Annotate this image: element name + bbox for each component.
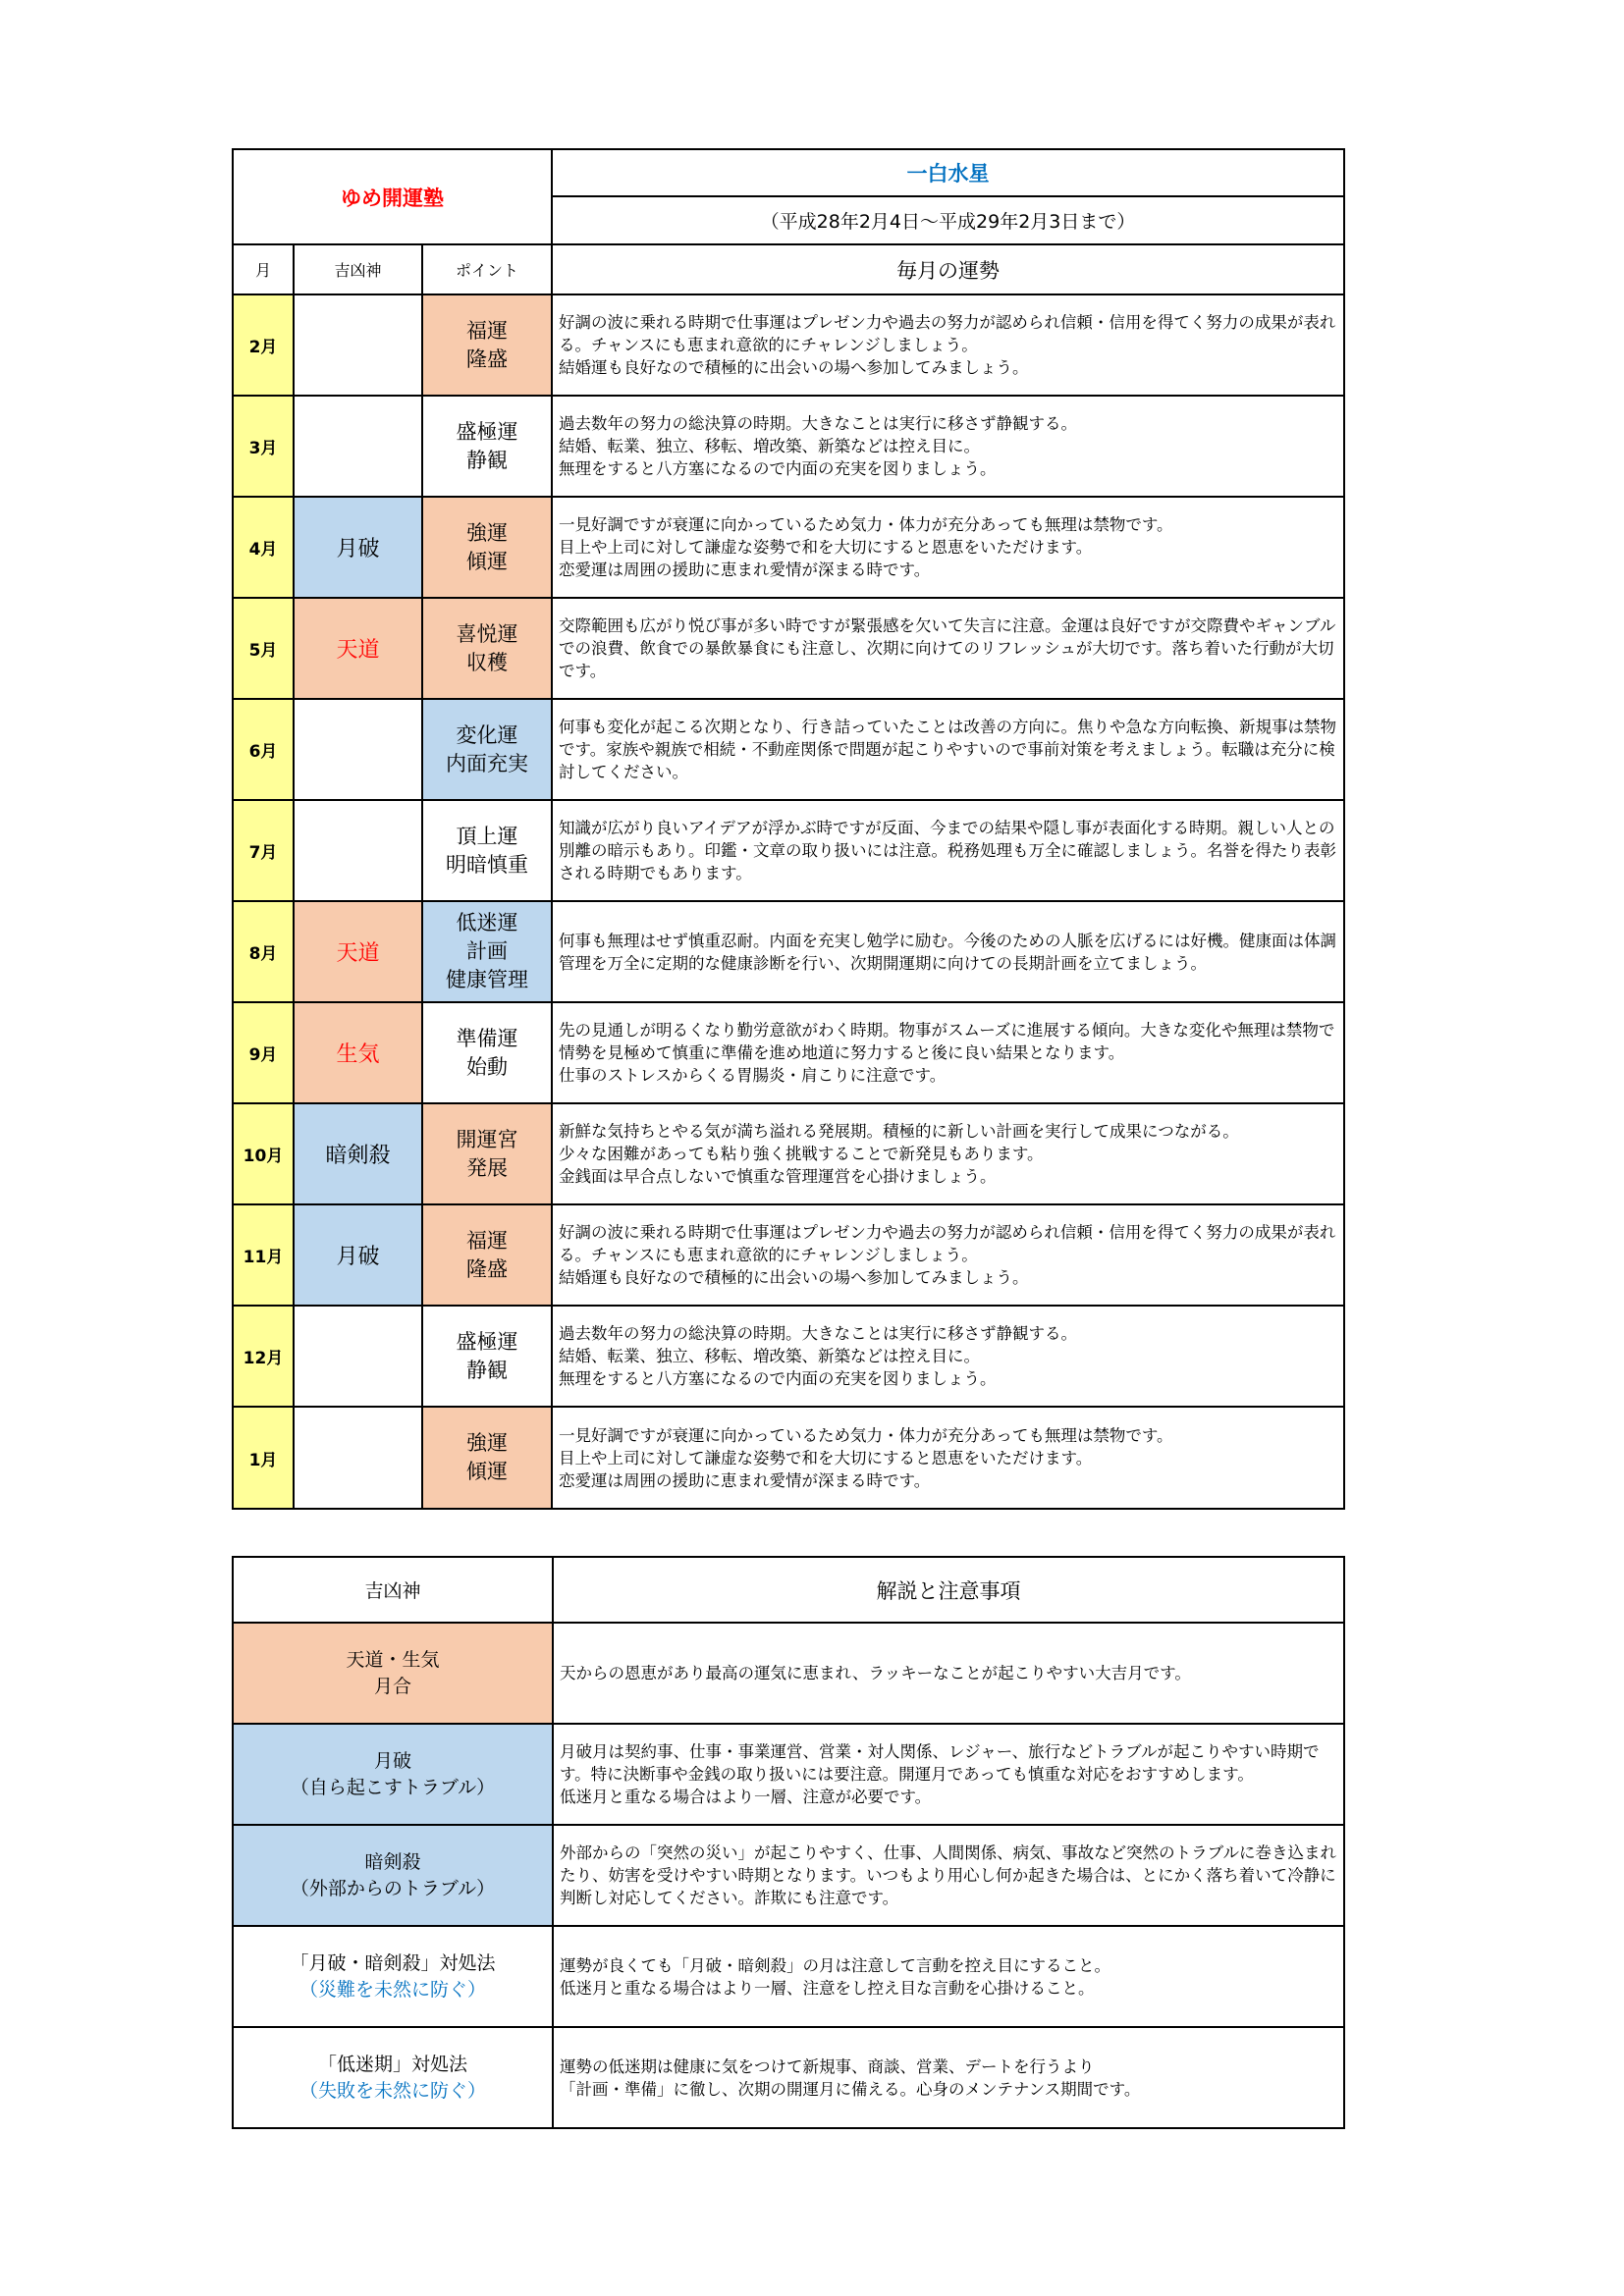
legend-text-cell [553,1724,1344,1825]
fortune-text-line: 少々な困難があっても粘り強く挑戦することで新発見もあります。 [559,1145,1044,1163]
legend-text-line: 運勢の低迷期は健康に気をつけて新規事、商談、営業、デートを行うより [560,2056,1095,2076]
fortune-text-line: 好調の波に乗れる時期で仕事運はプレゼン力や過去の努力が認められ信頼・信用を得てく努力の成果が表れる。チャンスにも恵まれ意欲的にチャレンジしましょう。 [559,313,1336,354]
legend-name-cell [233,2027,553,2128]
god-cell: 天道 [294,598,422,699]
legend-name: 「月破・暗剣殺」対処法 [290,1951,496,1974]
god-cell [294,294,422,396]
month-row [233,598,1344,699]
point-line: 強運 [466,520,509,545]
legend-subtitle: 月合 [373,1675,411,1697]
point-cell [422,1306,552,1407]
period-range: （平成28年2月4日～平成29年2月3日まで） [552,196,1344,244]
month-cell: 7月 [233,800,294,901]
fortune-text-line: 何事も変化が起こる次期となり、行き詰っていたことは改善の方向に。焦りや急な方向転換、新規事は禁物です。家族や親族で相続・不動産関係で問題が起こりやすいので事前対策を考えましょう。転職は充分に検討してください。 [559,718,1337,781]
month-cell: 4月 [233,497,294,598]
point-line: 明暗慎重 [446,852,529,877]
point-cell [422,598,552,699]
god-cell [294,1306,422,1407]
col-header-fortune: 毎月の運勢 [552,244,1344,294]
legend-text-line: 月破月は契約事、仕事・事業運営、営業・対人関係、レジャー、旅行などトラブルが起こりやすい時期です。特に決断事や金銭の取り扱いには要注意。開運月であっても慎重な対応をおすすめします。 [560,1742,1320,1784]
point-line: 発展 [466,1155,509,1180]
legend-name-cell [233,1825,553,1926]
month-cell: 5月 [233,598,294,699]
month-cell: 10月 [233,1103,294,1204]
legend-row [233,1623,1344,1724]
legend-name: 天道・生気 [346,1648,440,1671]
legend-name: 暗剣殺 [364,1850,421,1873]
fortune-text-line: 結婚運も良好なので積極的に出会いの場へ参加してみましょう。 [559,1268,1029,1287]
point-line: 福運 [466,1228,509,1253]
point-line: 喜悦運 [456,621,518,646]
month-row [233,1407,1344,1509]
fortune-text-line: 新鮮な気持ちとやる気が満ち溢れる発展期。積極的に新しい計画を実行して成果につながる。 [559,1122,1239,1141]
legend-text-line: 外部からの「突然の災い」が起こりやすく、仕事、人間関係、病気、事故など突然のトラブルに巻き込まれたり、妨害を受けやすい時期となります。いつもより用心し何か起きた場合は、とにかく落ち着いて冷静に判断し対応してください。詐欺にも注意です。 [560,1843,1337,1907]
god-cell [294,396,422,497]
point-cell [422,1103,552,1204]
fortune-text-cell [552,800,1344,901]
point-line: 計画 [466,939,509,963]
month-cell: 3月 [233,396,294,497]
fortune-text-line: 無理をすると八方塞になるので内面の充実を図りましょう。 [559,1369,997,1388]
point-line: 頂上運 [456,824,518,848]
fortune-text-line: 仕事のストレスからくる胃腸炎・肩こりに注意です。 [559,1066,947,1085]
fortune-text-cell [552,497,1344,598]
legend-name-cell [233,1623,553,1724]
point-line: 隆盛 [466,1256,509,1281]
month-cell: 11月 [233,1204,294,1306]
fortune-text-line: 交際範囲も広がり悦び事が多い時ですが緊張感を欠いて失言に注意。金運は良好ですが交際費やギャンブルでの浪費、飲食での暴飲暴食にも注意し、次期に向けてのリフレッシュが大切です。落ち着いた行動が大切です。 [559,616,1336,680]
month-row [233,1204,1344,1306]
fortune-text-cell [552,294,1344,396]
point-cell [422,699,552,800]
fortune-text-cell [552,699,1344,800]
god-cell [294,1407,422,1509]
legend-table [232,1556,1345,2129]
month-cell: 6月 [233,699,294,800]
god-cell: 月破 [294,497,422,598]
point-line: 変化運 [456,722,518,747]
legend-row [233,1825,1344,1926]
point-cell [422,901,552,1002]
legend-rows [233,1623,1344,2128]
col-header-god: 吉凶神 [294,244,422,294]
point-line: 健康管理 [446,968,529,991]
fortune-text-line: 金銭面は早合点しないで慎重な管理運営を心掛けましょう。 [559,1167,997,1186]
point-line: 盛極運 [456,1329,518,1354]
brand-title: ゆめ開運塾 [233,149,552,244]
point-cell [422,1204,552,1306]
fortune-text-cell [552,1103,1344,1204]
legend-text-line: 低迷月と重なる場合はより一層、注意をし控え目な言動を心掛けること。 [560,1978,1095,1998]
month-row [233,1306,1344,1407]
fortune-text-cell [552,1204,1344,1306]
fortune-text-line: 恋愛運は周囲の援助に恵まれ愛情が深まる時です。 [559,561,931,579]
fortune-text-line: 結婚、転業、独立、移転、増改築、新築などは控え目に。 [559,1347,981,1365]
legend-text-line: 天からの恩恵があり最高の運気に恵まれ、ラッキーなことが起こりやすい大吉月です。 [560,1664,1191,1682]
point-line: 静観 [466,1358,509,1382]
month-cell: 8月 [233,901,294,1002]
legend-name: 月破 [373,1749,411,1772]
fortune-text-line: 無理をすると八方塞になるので内面の充実を図りましょう。 [559,459,997,478]
fortune-text-cell [552,1306,1344,1407]
fortune-text-cell [552,901,1344,1002]
fortune-text-line: 一見好調ですが衰運に向かっているため気力・体力が充分あっても無理は禁物です。 [559,1425,1173,1445]
fortune-text-line: 結婚運も良好なので積極的に出会いの場へ参加してみましょう。 [559,358,1029,377]
legend-subtitle: （失敗を未然に防ぐ） [298,2079,486,2102]
point-line: 収穫 [466,650,509,674]
legend-text-line: 運勢が良くても「月破・暗剣殺」の月は注意して言動を控え目にすること。 [560,1955,1110,1975]
fortune-text-cell [552,396,1344,497]
point-line: 始動 [466,1054,509,1079]
point-cell [422,396,552,497]
point-line: 内面充実 [446,751,529,775]
fortune-text-cell [552,1002,1344,1103]
col-header-point: ポイント [422,244,552,294]
god-cell: 月破 [294,1204,422,1306]
month-row [233,901,1344,1002]
point-line: 強運 [466,1431,509,1455]
fortune-text-line: 過去数年の努力の総決算の時期。大きなことは実行に移さず静観する。 [559,1324,1078,1343]
month-row [233,1103,1344,1204]
point-cell [422,294,552,396]
legend-subtitle: （災難を未然に防ぐ） [298,1978,486,2001]
month-cell: 2月 [233,294,294,396]
point-line: 開運宮 [456,1127,518,1151]
point-line: 盛極運 [456,419,518,444]
col-header-month: 月 [233,244,294,294]
point-line: 隆盛 [466,347,509,371]
legend-row [233,1724,1344,1825]
legend-text-cell [553,2027,1344,2128]
month-row [233,699,1344,800]
fortune-text-line: 好調の波に乗れる時期で仕事運はプレゼン力や過去の努力が認められ信頼・信用を得てく努力の成果が表れる。チャンスにも恵まれ意欲的にチャレンジしましょう。 [559,1223,1336,1264]
god-cell: 生気 [294,1002,422,1103]
legend-subtitle: （自ら起こすトラブル） [290,1776,496,1798]
legend-name: 「低迷期」対処法 [317,2053,467,2075]
legend-text-line: 「計画・準備」に徹し、次期の開運月に備える。心身のメンテナンス期間です。 [560,2079,1141,2099]
month-row [233,294,1344,396]
month-row [233,497,1344,598]
fortune-text-cell [552,598,1344,699]
month-cell: 1月 [233,1407,294,1509]
star-title: 一白水星 [552,149,1344,196]
fortune-text-line: 知識が広がり良いアイデアが浮かぶ時ですが反面、今までの結果や隠し事が表面化する時期。親しい人との別離の暗示もあり。印鑑・文章の取り扱いには注意。税務処理も万全に確認しましょう。名誉を得たり表彰される時期でもあります。 [559,819,1337,882]
point-line: 福運 [466,318,509,343]
fortune-text-line: 一見好調ですが衰運に向かっているため気力・体力が充分あっても無理は禁物です。 [559,515,1173,534]
god-cell [294,800,422,901]
fortune-text-cell [552,1407,1344,1509]
month-cell: 9月 [233,1002,294,1103]
legend-text-cell [553,1926,1344,2027]
legend-subtitle: （外部からのトラブル） [290,1877,496,1899]
month-rows [233,294,1344,1509]
legend-row [233,1926,1344,2027]
point-cell [422,497,552,598]
fortune-text-line: 目上や上司に対して謙虚な姿勢で和を大切にすると恩恵をいただけます。 [559,538,1093,557]
legend-name-cell [233,1926,553,2027]
god-cell [294,699,422,800]
point-line: 準備運 [456,1026,518,1050]
fortune-text-line: 過去数年の努力の総決算の時期。大きなことは実行に移さず静観する。 [559,414,1078,433]
point-line: 静観 [466,448,509,472]
legend-row [233,2027,1344,2128]
point-cell [422,1002,552,1103]
fortune-text-line: 先の見通しが明るくなり勤労意欲がわく時期。物事がスムーズに進展する傾向。大きな変化や無理は禁物で情勢を見極めて慎重に準備を進め地道に努力すると後に良い結果となります。 [559,1021,1335,1062]
point-line: 傾運 [466,549,509,573]
fortune-text-line: 目上や上司に対して謙虚な姿勢で和を大切にすると恩恵をいただけます。 [559,1448,1093,1468]
legend-header-desc: 解説と注意事項 [553,1557,1344,1623]
month-row [233,1002,1344,1103]
point-cell [422,1407,552,1509]
legend-text-line: 低迷月と重なる場合はより一層、注意が必要です。 [560,1788,932,1806]
god-cell: 暗剣殺 [294,1103,422,1204]
point-line: 傾運 [466,1460,509,1483]
legend-name-cell [233,1724,553,1825]
legend-text-cell [553,1623,1344,1724]
month-row [233,396,1344,497]
fortune-text-line: 何事も無理はせず慎重忍耐。内面を充実し勉学に励む。今後のための人脈を広げるには好機。健康面は体調管理を万全に定期的な健康診断を行い、次期開運期に向けての長期計画を立てましょう。 [559,931,1337,973]
legend-text-cell [553,1825,1344,1926]
legend-header-god: 吉凶神 [233,1557,553,1623]
point-cell [422,800,552,901]
month-cell: 12月 [233,1306,294,1407]
god-cell: 天道 [294,901,422,1002]
fortune-text-line: 結婚、転業、独立、移転、増改築、新築などは控え目に。 [559,437,981,455]
month-row [233,800,1344,901]
point-line: 低迷運 [456,911,518,934]
monthly-fortune-table [232,148,1345,1510]
fortune-text-line: 恋愛運は周囲の援助に恵まれ愛情が深まる時です。 [559,1470,931,1490]
